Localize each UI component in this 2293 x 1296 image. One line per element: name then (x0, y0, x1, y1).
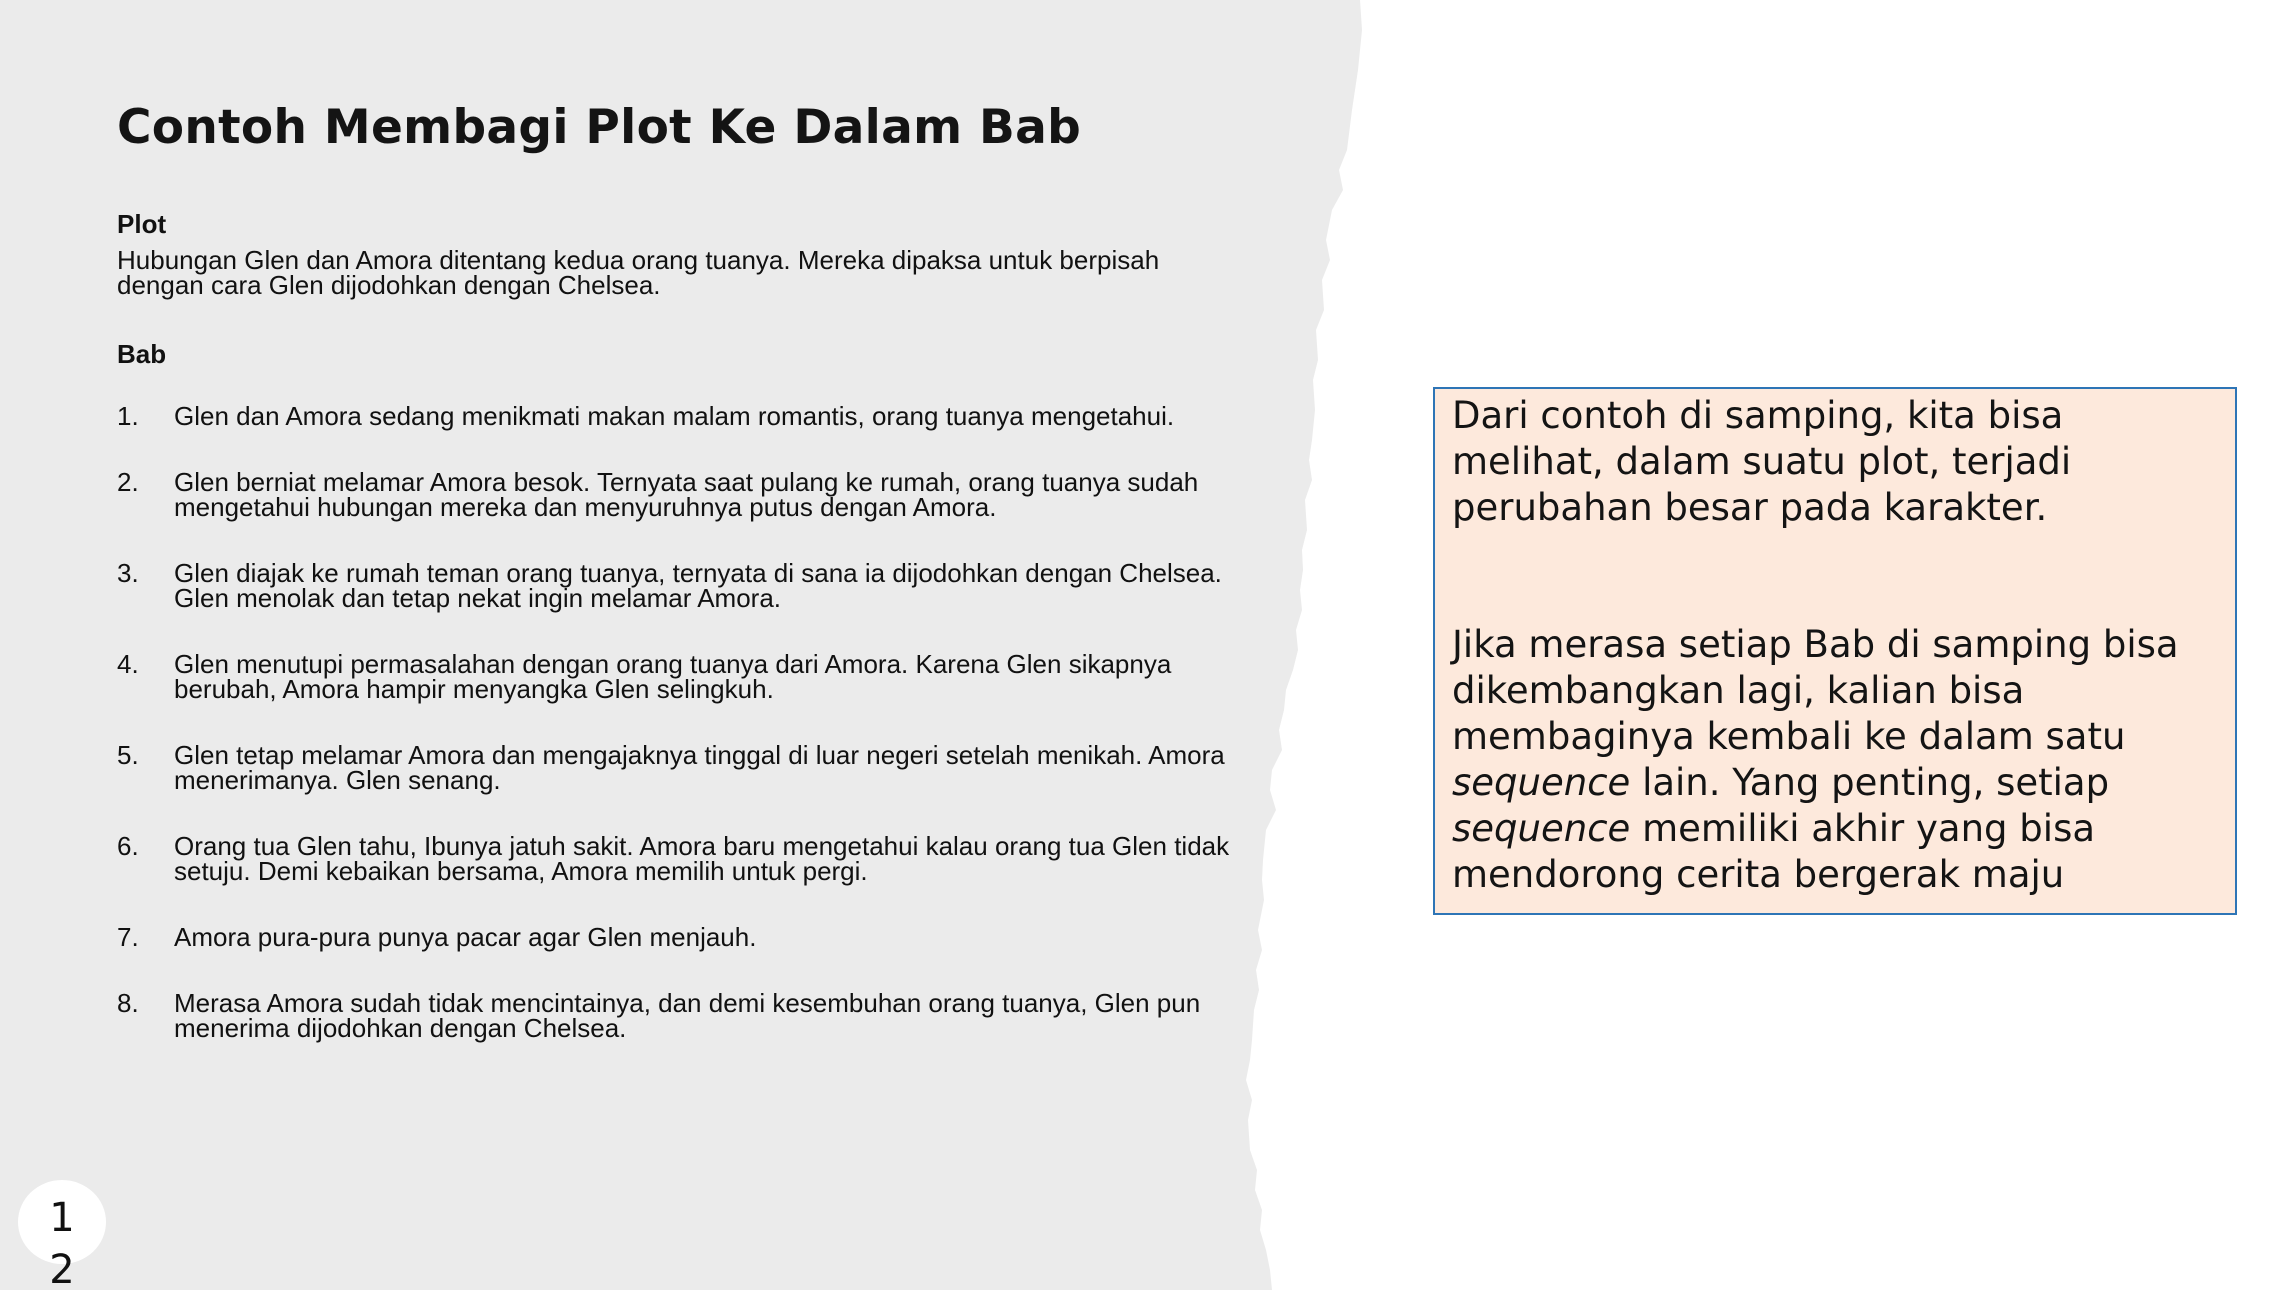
chapter-number: 1. (117, 401, 139, 431)
chapter-number: 2. (117, 467, 139, 497)
chapter-text: Glen tetap melamar Amora dan mengajaknya tinggal di luar negeri setelah menikah. Amora menerimanya. Glen senang. (174, 740, 1225, 795)
chapter-text: Orang tua Glen tahu, Ibunya jatuh sakit. Amora baru mengetahui kalau orang tua Glen tidak setuju. Demi kebaikan bersama, Amora memilih untuk pergi. (174, 831, 1230, 886)
left-content (117, 100, 1257, 1082)
explanation-text: lain. Yang penting, setiap (1630, 761, 2110, 804)
chapter-list (117, 401, 1257, 1043)
chapter-item (117, 988, 1257, 1043)
chapter-text: Amora pura-pura punya pacar agar Glen menjauh. (174, 922, 757, 952)
plot-label: Plot (117, 209, 167, 239)
chapter-number: 3. (117, 558, 139, 588)
chapter-item (117, 831, 1257, 886)
chapter-text: Glen berniat melamar Amora besok. Ternyata saat pulang ke rumah, orang tuanya sudah mengetahui hubungan mereka dan menyuruhnya putus dengan Amora. (174, 467, 1199, 522)
chapter-item (117, 740, 1257, 795)
explanation-text: Jika merasa setiap Bab di samping bisa dikembangkan lagi, kalian bisa membaginya kembali ke dalam satu (1452, 623, 2179, 758)
chapter-text: Glen dan Amora sedang menikmati makan malam romantis, orang tuanya mengetahui. (174, 401, 1175, 431)
chapter-text: Glen diajak ke rumah teman orang tuanya, ternyata di sana ia dijodohkan dengan Chelsea. Glen menolak dan tetap nekat ingin melamar Amora. (174, 558, 1222, 613)
chapter-item (117, 558, 1257, 613)
explanation-text: memiliki akhir yang bisa mendorong cerita bergerak maju (1452, 807, 2096, 896)
explanation-paragraph-1: Dari contoh di samping, kita bisa melihat, dalam suatu plot, terjadi perubahan besar pada karakter. (1452, 394, 2072, 529)
chapter-number: 8. (117, 988, 139, 1018)
explanation-box (1433, 387, 2237, 915)
chapter-number: 4. (117, 649, 139, 679)
plot-description: Hubungan Glen dan Amora ditentang kedua orang tuanya. Mereka dipaksa untuk berpisah dengan cara Glen dijodohkan dengan Chelsea. (117, 245, 1160, 300)
chapter-item (117, 649, 1257, 704)
chapter-number: 7. (117, 922, 139, 952)
bab-label: Bab (117, 339, 167, 369)
chapter-item (117, 467, 1257, 522)
slide-title: Contoh Membagi Plot Ke Dalam Bab (117, 100, 1082, 155)
chapter-text: Glen menutupi permasalahan dengan orang tuanya dari Amora. Karena Glen sikapnya berubah, Amora hampir menyangka Glen selingkuh. (174, 649, 1172, 704)
sequence-term: sequence (1452, 761, 1631, 804)
chapter-item (117, 401, 1257, 431)
chapter-item (117, 922, 1257, 952)
chapter-number: 6. (117, 831, 139, 861)
chapter-text: Merasa Amora sudah tidak mencintainya, dan demi kesembuhan orang tuanya, Glen pun menerima dijodohkan dengan Chelsea. (174, 988, 1201, 1043)
explanation-paragraph-2 (1452, 622, 2219, 898)
sequence-term: sequence (1452, 807, 1631, 850)
chapter-number: 5. (117, 740, 139, 770)
page-number-badge (18, 1180, 106, 1293)
page-number: 12 (49, 1195, 75, 1293)
